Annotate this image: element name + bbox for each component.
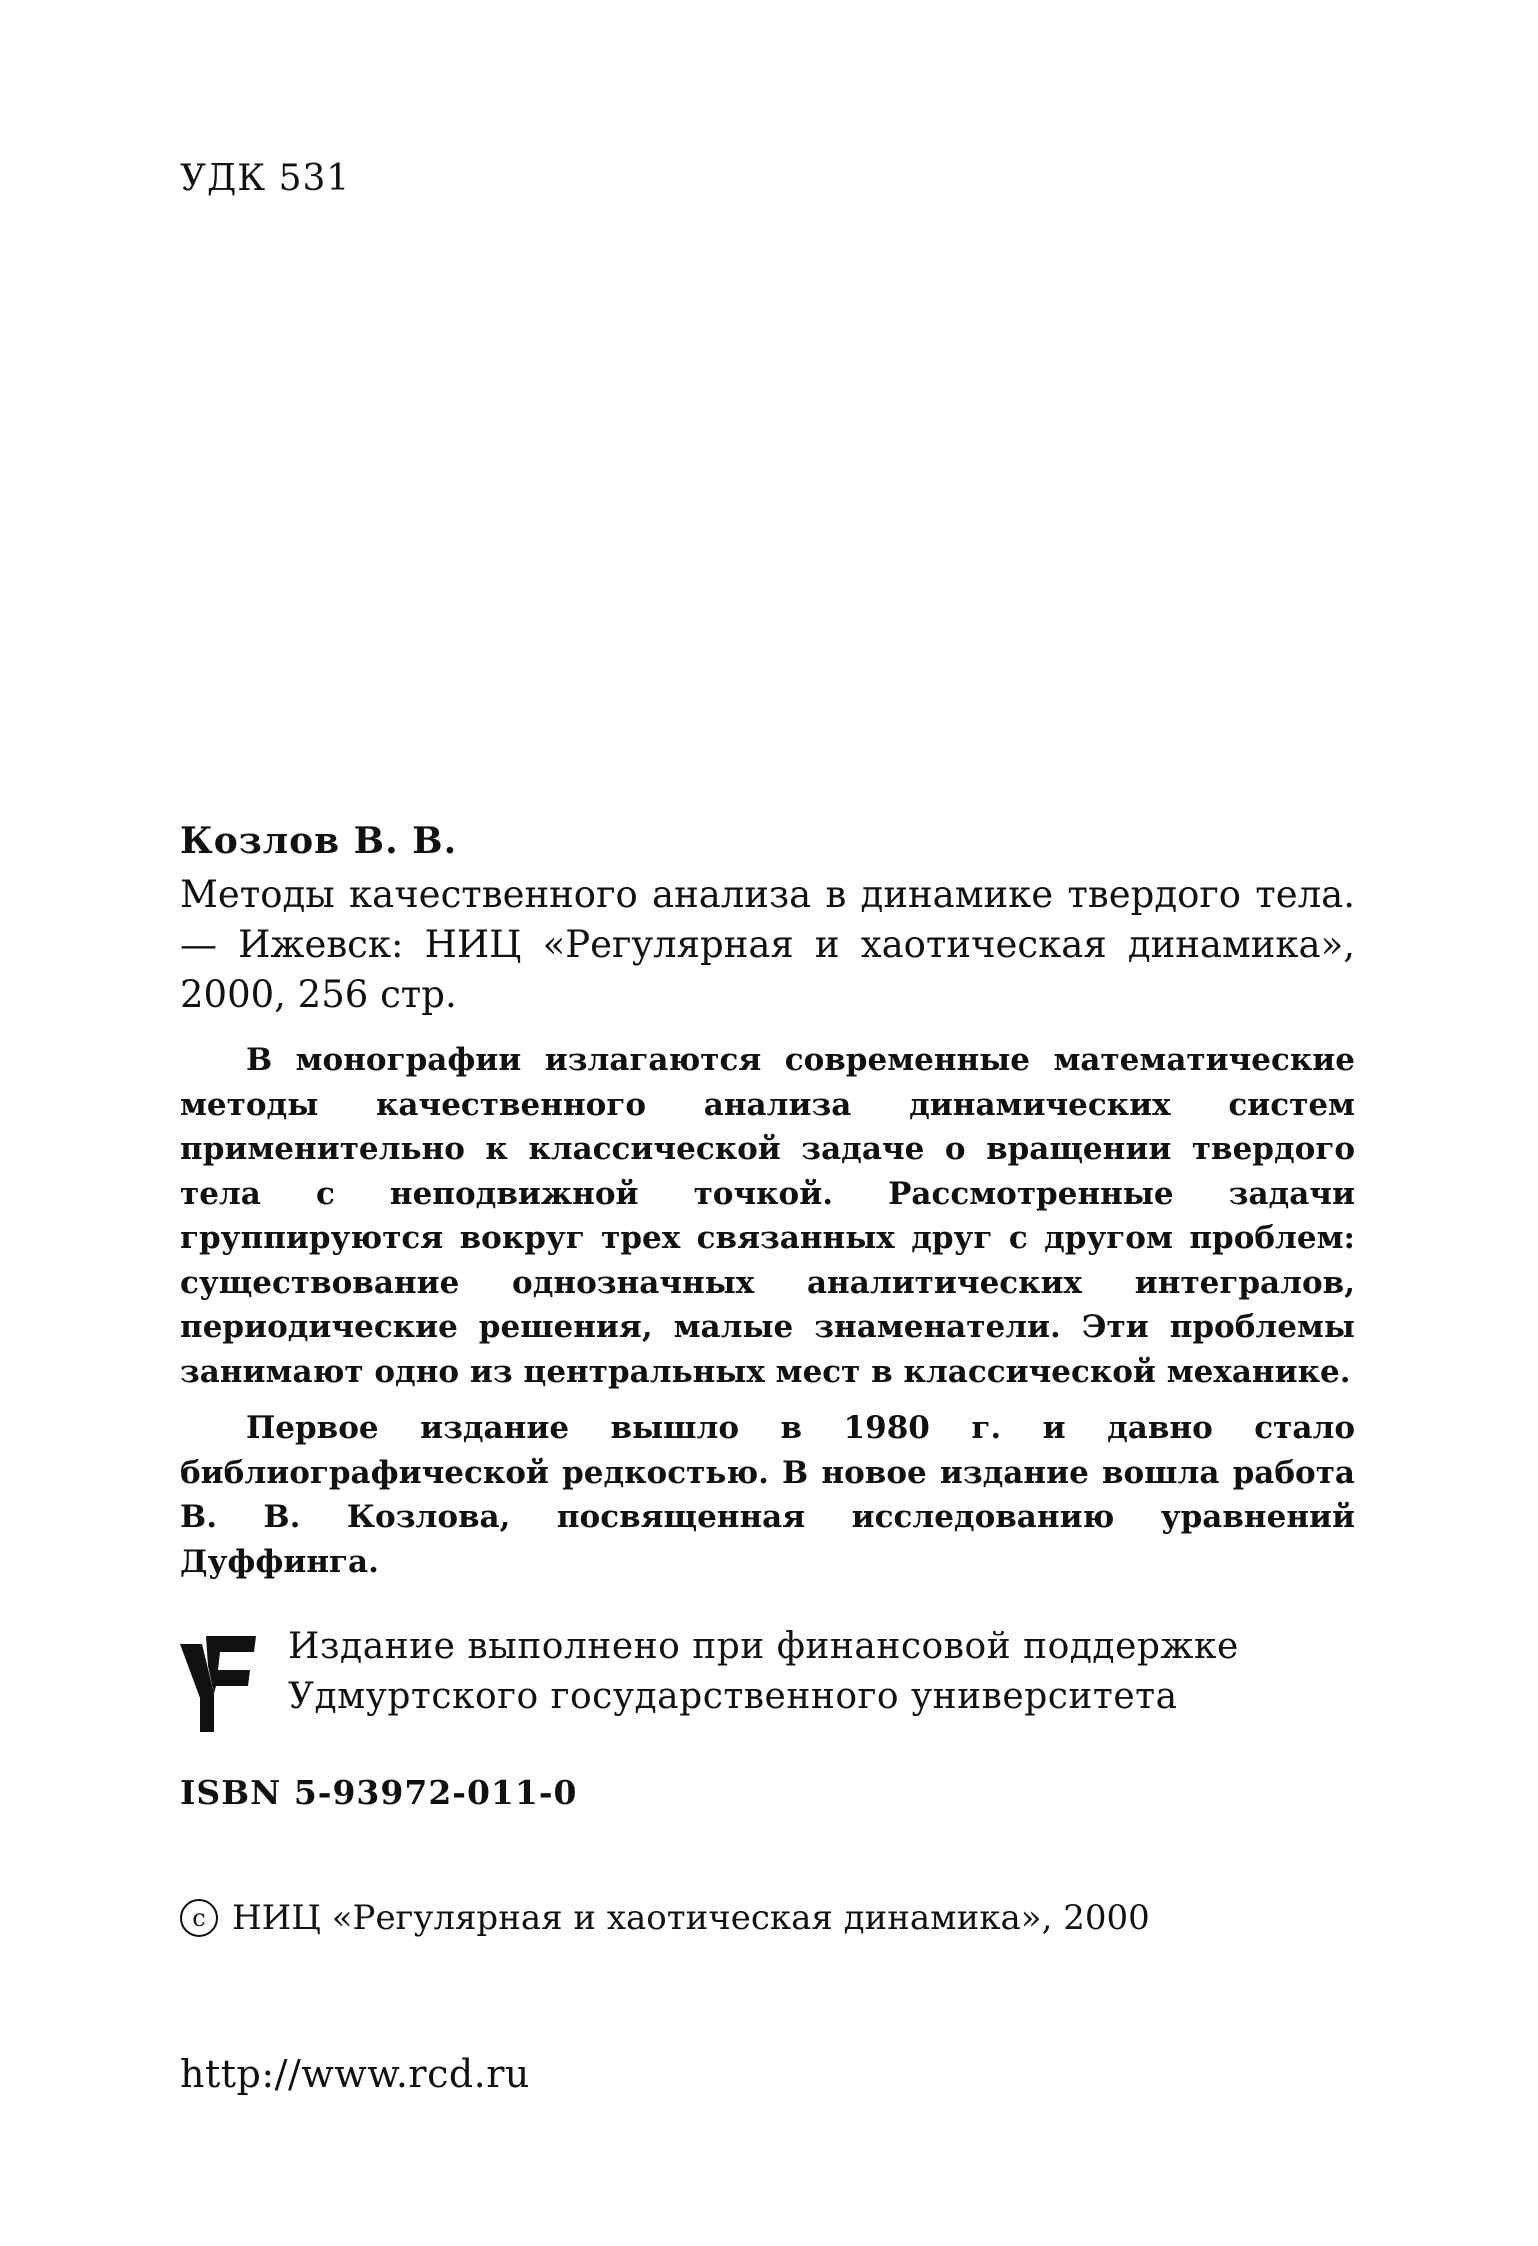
publisher-url[interactable]: http://www.rcd.ru bbox=[180, 2052, 530, 2096]
isbn: ISBN 5-93972-011-0 bbox=[180, 1773, 578, 1812]
bibliographic-record bbox=[180, 820, 1355, 1596]
udmurt-university-logo-icon bbox=[180, 1636, 256, 1732]
annotation bbox=[180, 1038, 1355, 1584]
copyright-notice bbox=[180, 1898, 1150, 1938]
copyright-icon: c bbox=[180, 1899, 218, 1937]
funding-line-1: Издание выполнено при финансовой поддержке bbox=[288, 1626, 1239, 1667]
funding-notice bbox=[180, 1622, 1239, 1732]
book-citation: Методы качественного анализа в динамике твердого тела. — Ижевск: НИЦ «Регулярная и хаотическая динамика», 2000, 256 стр. bbox=[180, 873, 1355, 1016]
udk-code: УДК 531 bbox=[180, 158, 351, 199]
annotation-paragraph: В монографии излагаются современные математические методы качественного анализа динамических систем применительно к классической задаче о вращении твердого тела с неподвижной точкой. Рассмотренные задачи группируются вокруг трех связанных друг с другом проблем: существование однозначных аналитических интегралов, периодические решения, малые знаменатели. Эти проблемы занимают одно из центральных мест в классической механике. bbox=[180, 1042, 1355, 1390]
author-name: Козлов В. В. bbox=[180, 820, 458, 862]
annotation-paragraph: Первое издание вышло в 1980 г. и давно стало библиографической редкостью. В новое издание вошла работа В. В. Козлова, посвященная исследованию уравнений Дуффинга. bbox=[180, 1410, 1355, 1580]
copyright-holder: НИЦ «Регулярная и хаотическая динамика», 2000 bbox=[232, 1898, 1150, 1938]
funding-line-2: Удмуртского государственного университета bbox=[288, 1676, 1178, 1717]
